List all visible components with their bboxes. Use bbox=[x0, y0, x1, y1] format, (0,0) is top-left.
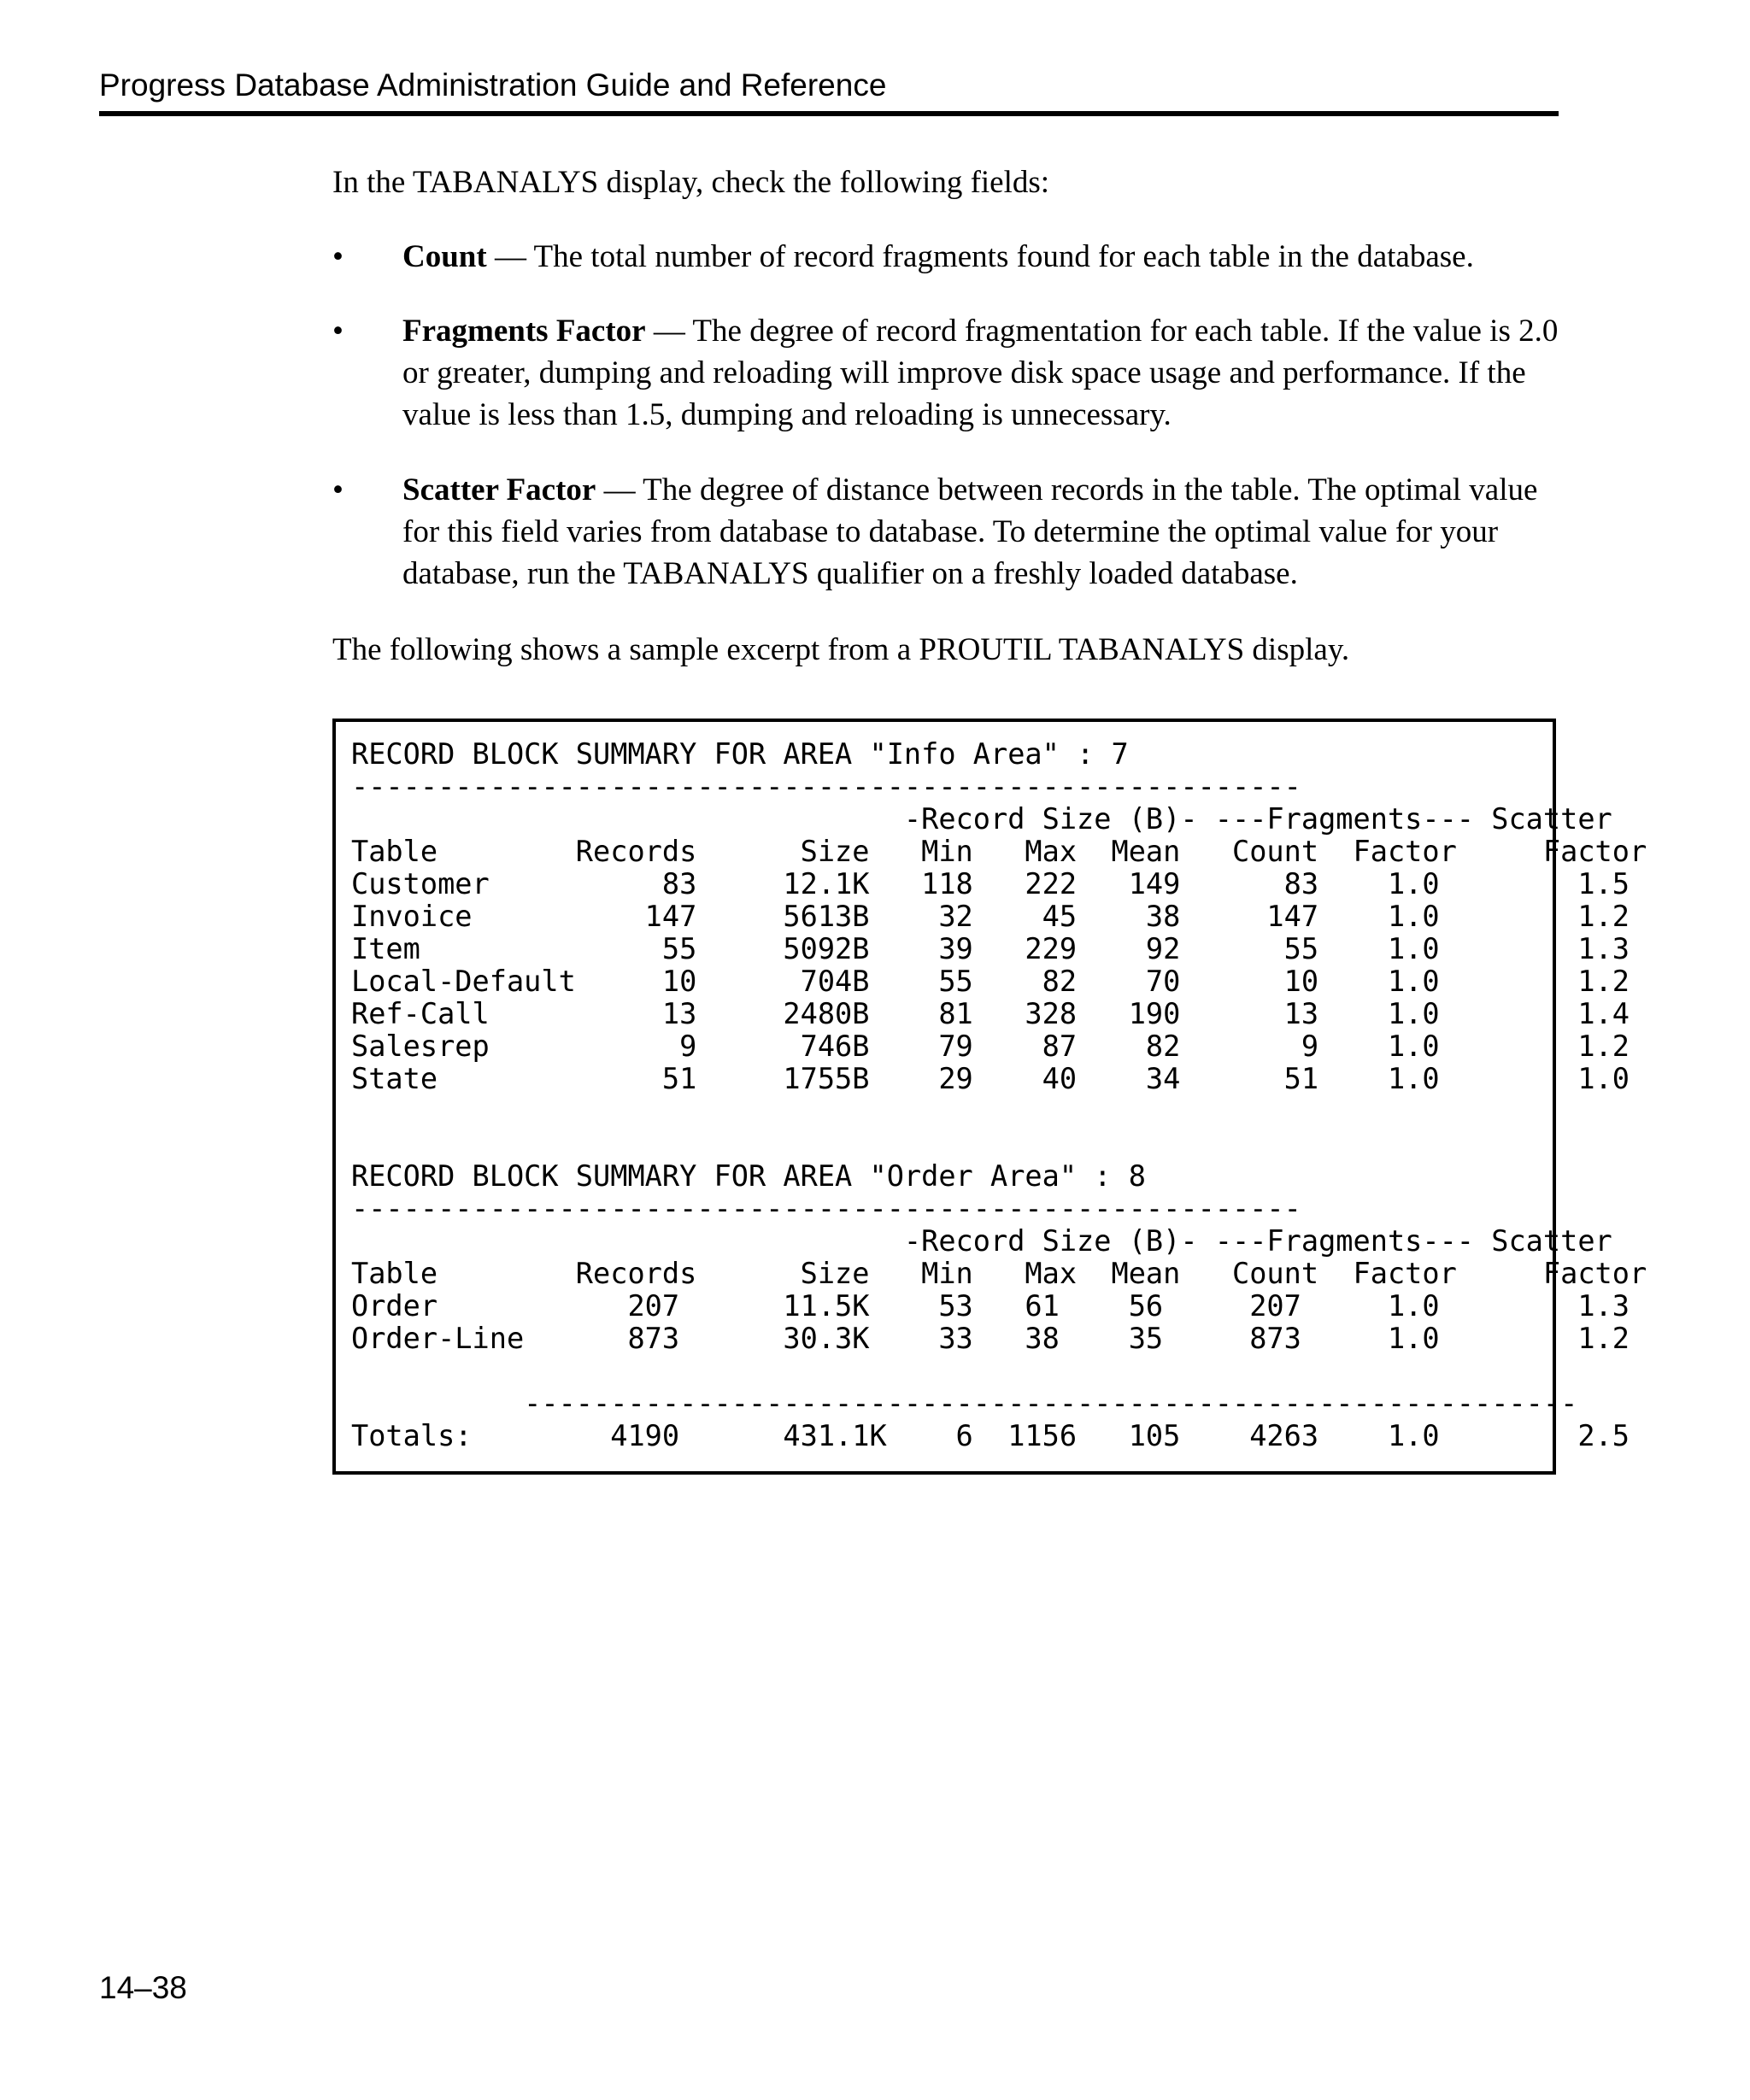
bullet-description: — The degree of distance between records in the table. The optimal value for this field varies from database to database. To determine the optimal value for your database, run the TABANALYS qualifier on a freshly loaded database. bbox=[402, 472, 1538, 591]
bullet-item-count bbox=[402, 236, 1565, 278]
intro-paragraph: In the TABANALYS display, check the following fields: bbox=[332, 165, 1050, 200]
tabanalys-code-listing: RECORD BLOCK SUMMARY FOR AREA "Info Area" : 7 ------------------------------------------------------- -Record Size (B)- ---Fragments--- Scatter Table Records Size Min Max Mean Count Factor Factor Customer 83 12.1K 118 222 149 83 1.0 1.5 Invoice 147 5613B 32 45 38 147 1.0 1.2 Item 55 5092B 39 229 92 55 1.0 1.3 Local-Default 10 704B 55 82 70 10 1.0 1.2 Ref-Call 13 2480B 81 328 190 13 1.0 1.4 Salesrep 9 746B 79 87 82 9 1.0 1.2 State 51 1755B 29 40 34 51 1.0 1.0 RECORD BLOCK SUMMARY FOR AREA "Order Area" : 8 ------------------------------------------------------- -Record Size (B)- ---Fragments--- Scatter Table Records Size Min Max Mean Count Factor Factor Order 207 11.5K 53 61 56 207 1.0 1.3 Order-Line 873 30.3K 33 38 35 873 1.0 1.2 ------------------------------------------------------------- Totals: 4190 431.1K 6 1156 105 4263 1.0 2.5 bbox=[351, 737, 1647, 1452]
header-rule bbox=[99, 111, 1559, 116]
bullet-description: — The degree of record fragmentation for each table. If the value is 2.0 or greater, dumping and reloading will improve disk space usage and performance. If the value is less than 1.5, dumping and reloading is unnecessary. bbox=[402, 314, 1559, 432]
bullet-marker: • bbox=[332, 314, 344, 349]
page-number: 14–38 bbox=[99, 1970, 187, 2005]
sample-intro-paragraph: The following shows a sample excerpt from a PROUTIL TABANALYS display. bbox=[332, 632, 1350, 667]
bullet-marker: • bbox=[332, 472, 344, 507]
bullet-item-fragments-factor bbox=[402, 310, 1565, 436]
bullet-description: — The total number of record fragments found for each table in the database. bbox=[486, 239, 1474, 274]
bullet-term: Fragments Factor bbox=[402, 314, 646, 349]
bullet-term: Scatter Factor bbox=[402, 472, 596, 507]
bullet-item-scatter-factor bbox=[402, 469, 1565, 595]
running-header: Progress Database Administration Guide and Reference bbox=[99, 67, 887, 103]
bullet-term: Count bbox=[402, 239, 487, 274]
bullet-marker: • bbox=[332, 239, 344, 274]
